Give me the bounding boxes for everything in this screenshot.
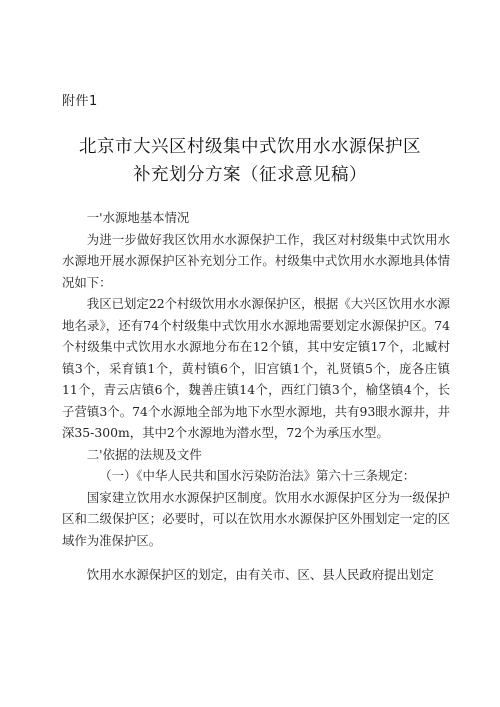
section-heading-2: 二'依据的法规及文件 — [86, 446, 202, 462]
subsection-heading-1: （一）《中华人民共和国水污染防治法》第六十三条规定： — [99, 468, 416, 483]
paragraph-sources: 我区已划定22个村级饮用水水源保护区，根据《大兴区饮用水水源地名录》，还有74个村级集中式饮用水水源地需要划定水源保护区。74个村级集中式饮用水水源地分布在12个镇，其中安定镇17个，北臧村镇3个，采育镇1个，黄村镇6个，旧宫镇1个，礼贤镇5个，庞各庄镇11个，青云店镇6个，魏善庄镇14个，西红门镇3个，榆垡镇4个，长子营镇3个。74个水源地全部为地下水型水源地，共有93眼水源井，井深35-300m，其中2个水源地为潜水型，72个为承压水型。 — [62, 296, 450, 440]
paragraph-intro: 为进一步做好我区饮用水水源保护工作，我区对村级集中式饮用水水源地开展水源保护区补充划分工作。村级集中式饮用水水源地具体情况如下： — [62, 231, 450, 290]
paragraph-law-article: 国家建立饮用水水源保护区制度。饮用水水源保护区分为一级保护区和二级保护区；必要时，可以在饮用水水源保护区外围划定一定的区域作为准保护区。 — [62, 489, 450, 548]
paragraph-delimitation: 饮用水水源保护区的划定，由有关市、区、县人民政府提出划定 — [86, 567, 434, 582]
document-title-line-1: 北京市大兴区村级集中式饮用水水源保护区 — [79, 137, 421, 157]
attachment-label: 附件1 — [62, 94, 98, 109]
section-heading-1: 一'水源地基本情况 — [86, 210, 190, 225]
document-title-line-2: 补充划分方案（征求意见稿） — [133, 165, 367, 185]
document-body — [62, 207, 450, 586]
